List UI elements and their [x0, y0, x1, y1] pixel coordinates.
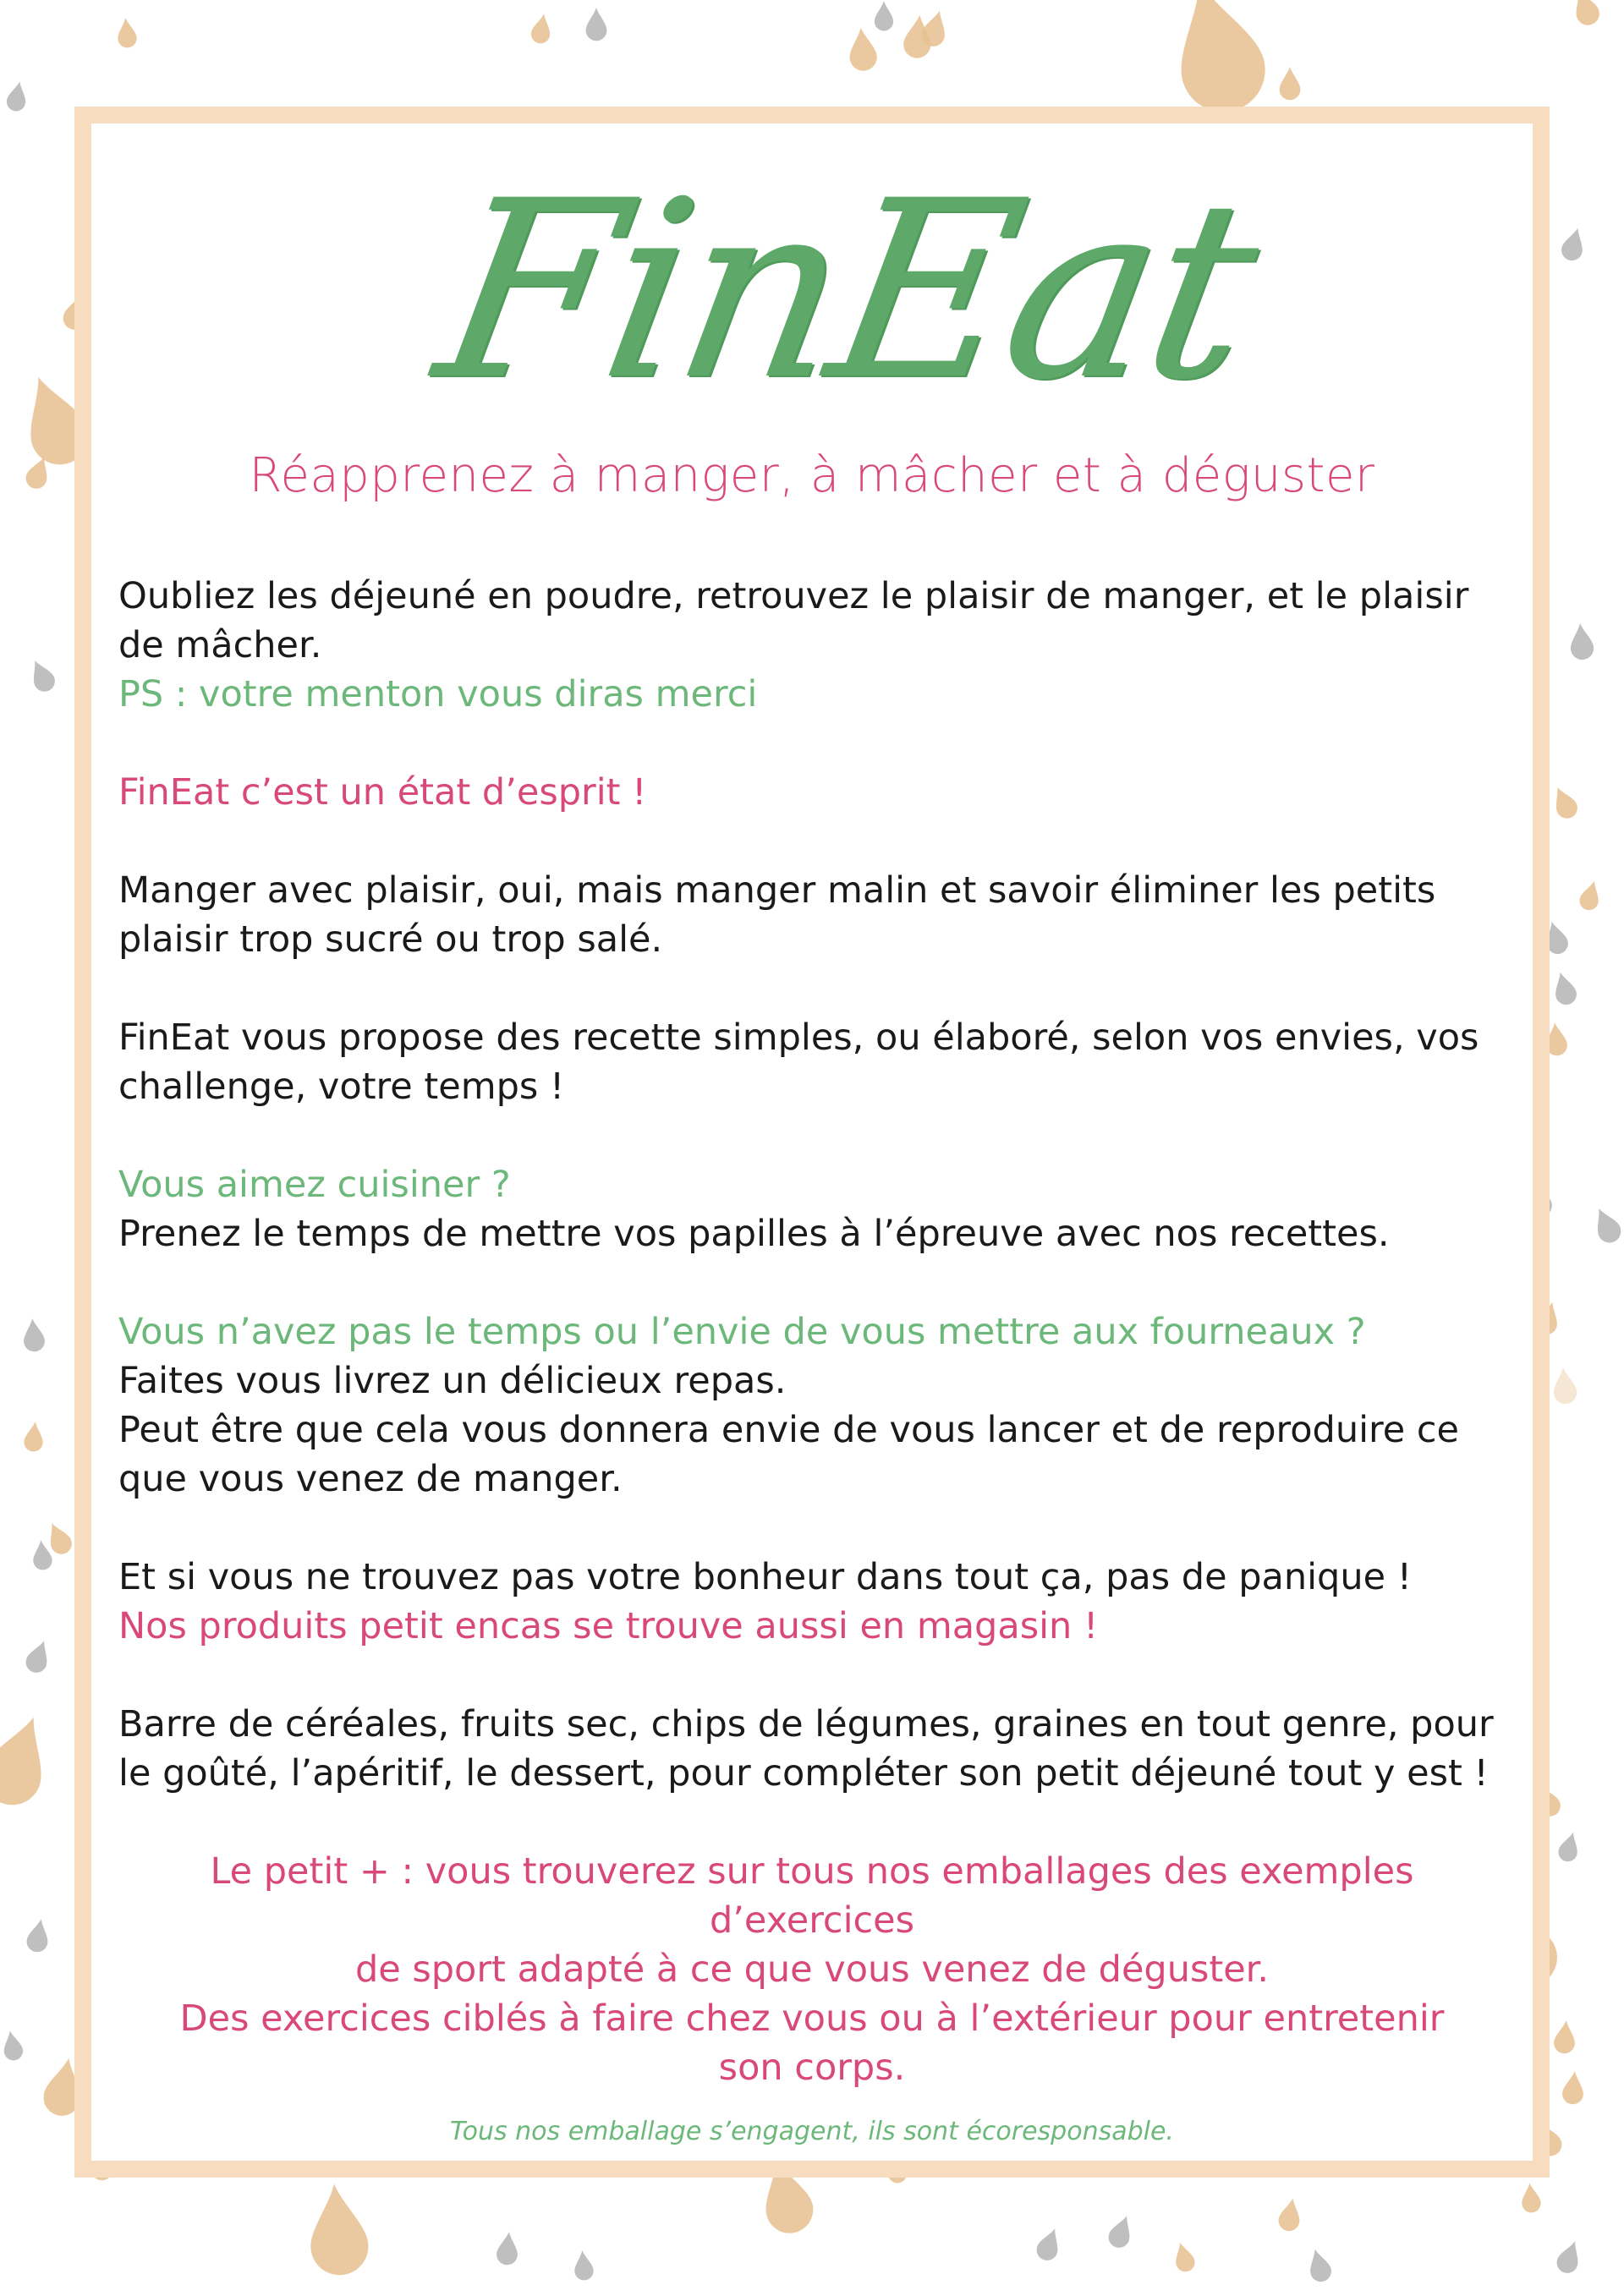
raindrop-shape: [1568, 622, 1594, 660]
raindrop-shape: [1034, 2225, 1065, 2263]
main-text: [118, 572, 1506, 2092]
raindrop-shape: [1551, 1367, 1577, 1405]
intro-line-2: de mâcher.: [118, 624, 322, 666]
raindrop-shape: [573, 2249, 594, 2281]
raindrop-shape: [1577, 879, 1604, 912]
raindrop-shape: [1520, 2182, 1541, 2213]
state-of-mind-heading: FinEat c’est un état d’esprit !: [118, 771, 647, 814]
petit-plus-line-3: Des exercices ciblés à faire chez vous ou à l’extérieur pour entretenir: [179, 1997, 1445, 2040]
cuisiner-answer: Prenez le temps de mettre vos papilles à l’épreuve avec nos recettes.: [118, 1213, 1390, 1255]
raindrop-shape: [1588, 1203, 1624, 1247]
intro-line-1: Oubliez les déjeuné en poudre, retrouvez le plaisir de manger, et le plaisir: [118, 575, 1469, 617]
petit-plus-line-1: Le petit + : vous trouverez sur tous nos emballages des exemples d’exercices: [210, 1850, 1414, 1942]
raindrop-shape: [23, 1637, 54, 1675]
raindrop-shape: [1559, 226, 1588, 263]
magasin-line-2: Nos produits petit encas se trouve aussi en magasin !: [118, 1605, 1099, 1647]
recettes-line-1: FinEat vous propose des recette simples, ou élaboré, selon vos envies, vos: [118, 1016, 1479, 1059]
ps-note: PS : votre menton vous diras merci: [118, 673, 758, 715]
livraison-line-3: que vous venez de manger.: [118, 1458, 623, 1500]
raindrop-shape: [116, 17, 137, 48]
magasin-line-1: Et si vous ne trouvez pas votre bonheur dans tout ça, pas de panique !: [118, 1556, 1412, 1598]
cuisiner-question: Vous aimez cuisiner ?: [118, 1164, 511, 1206]
livraison-line-1: Faites vous livrez un délicieux repas.: [118, 1360, 787, 1402]
raindrop-shape: [0, 1707, 61, 1813]
raindrop-shape: [1568, 0, 1602, 29]
raindrop-shape: [1561, 2070, 1585, 2105]
livraison-line-2: Peut être que cela vous donnera envie de vous lancer et de reproduire ce: [118, 1409, 1459, 1451]
raindrop-shape: [305, 2181, 370, 2277]
raindrop-shape: [1280, 67, 1301, 100]
produits-line-2: le goûté, l’apéritif, le dessert, pour compléter son petit déjeuné tout y est !: [118, 1752, 1489, 1795]
raindrop-shape: [5, 79, 29, 112]
raindrop-shape: [1106, 2212, 1137, 2250]
raindrop-shape: [1553, 2019, 1577, 2054]
raindrop-shape: [586, 8, 607, 41]
raindrop-shape: [848, 26, 879, 72]
petit-plus-line-4: son corps.: [718, 2047, 906, 2089]
raindrop-shape: [875, 1, 893, 30]
raindrop-shape: [1554, 2238, 1585, 2276]
raindrop-shape: [1159, 0, 1274, 121]
livraison-question: Vous n’avez pas le temps ou l’envie de vous mettre aux fourneaux ?: [118, 1311, 1366, 1353]
plaisir-line-1: Manger avec plaisir, oui, mais manger malin et savoir éliminer les petits: [118, 869, 1436, 912]
raindrop-shape: [1556, 1830, 1583, 1864]
raindrop-shape: [1277, 2196, 1303, 2233]
tagline: Réapprenez à manger, à mâcher et à déguster: [249, 448, 1375, 503]
fineat-logo: FinEat: [420, 149, 1271, 434]
raindrop-shape: [25, 656, 58, 695]
recettes-line-2: challenge, votre temps !: [118, 1066, 565, 1108]
raindrop-shape: [496, 2231, 519, 2266]
raindrop-shape: [1550, 970, 1579, 1007]
raindrop-shape: [22, 1318, 46, 1352]
produits-line-1: Barre de céréales, fruits sec, chips de légumes, graines en tout genre, pour: [118, 1703, 1494, 1745]
raindrop-shape: [1, 2029, 25, 2062]
footer-note: Tous nos emballage s’engagent, ils sont écoresponsable.: [450, 2117, 1174, 2146]
raindrop-shape: [529, 12, 553, 45]
raindrop-shape: [23, 1421, 44, 1452]
raindrop-shape: [25, 1917, 52, 1954]
petit-plus-line-2: de sport adapté à ce que vous venez de déguster.: [354, 1948, 1270, 1991]
plaisir-line-2: plaisir trop sucré ou trop salé.: [118, 918, 663, 961]
raindrop-shape: [1305, 2247, 1334, 2284]
raindrop-shape: [1171, 2240, 1197, 2274]
raindrop-shape: [31, 1539, 52, 1570]
raindrop-shape: [1548, 783, 1581, 822]
